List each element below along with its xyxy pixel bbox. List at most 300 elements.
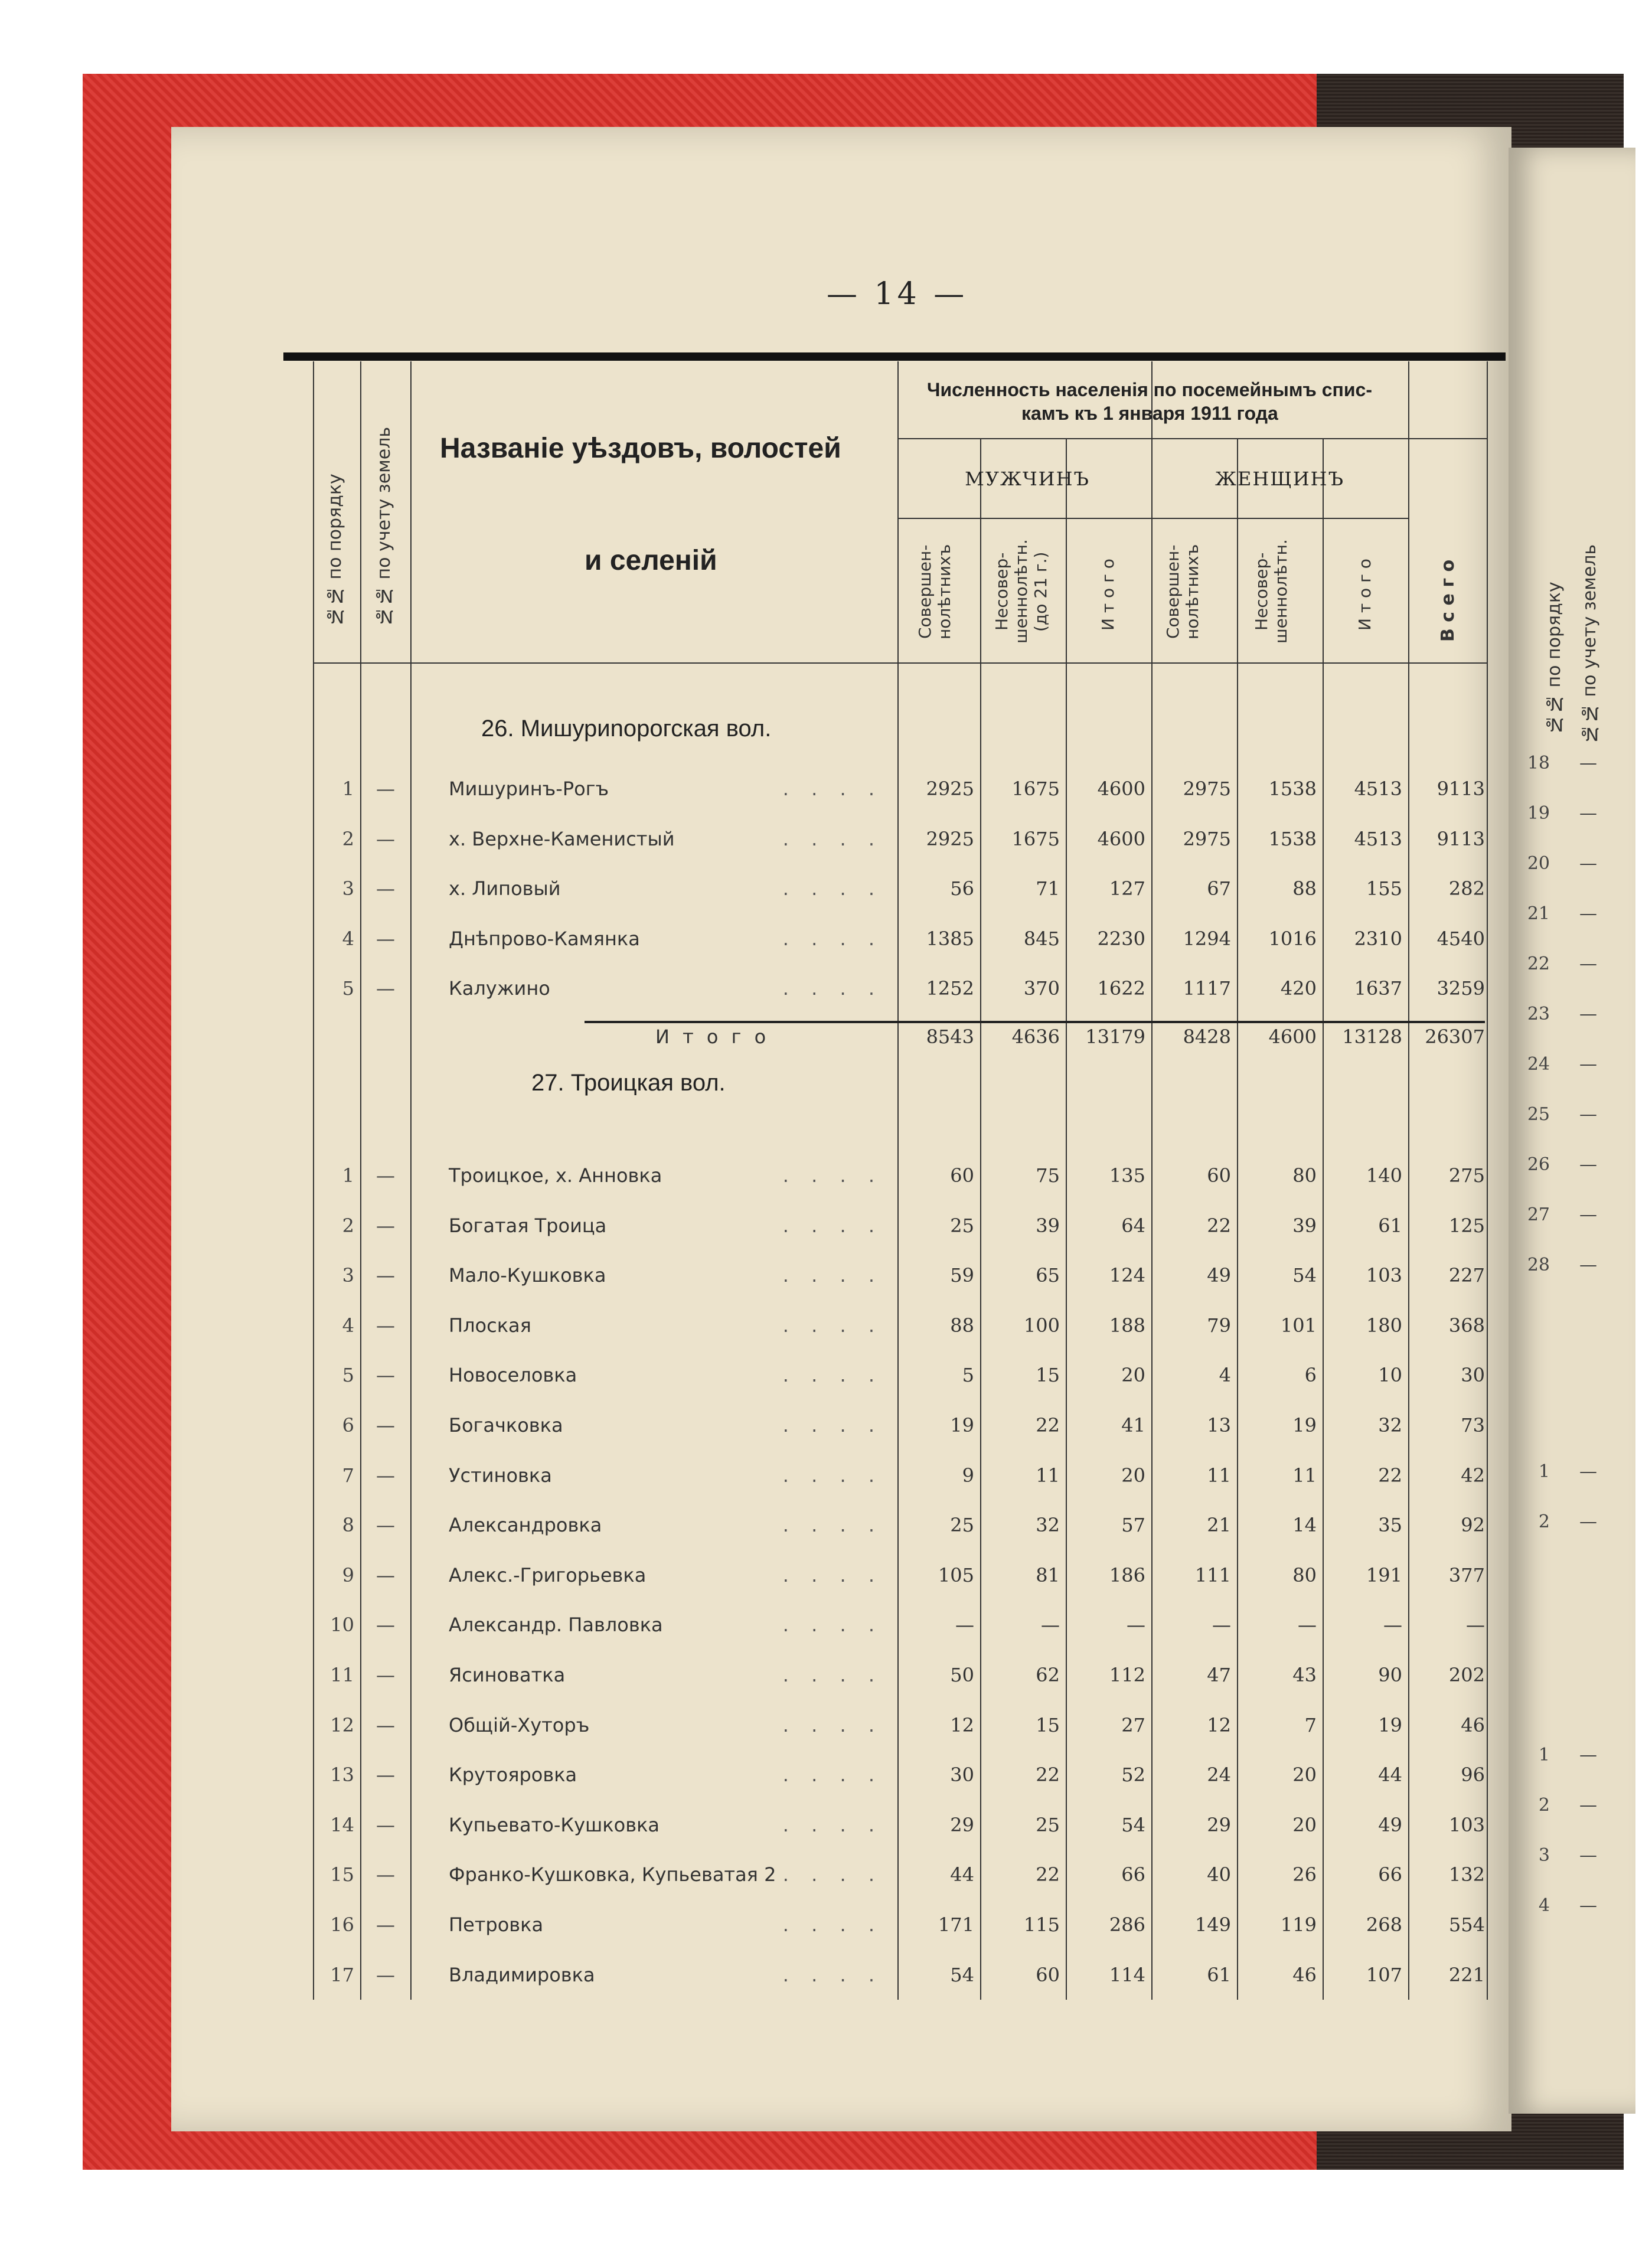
cell-m-minor: 15 bbox=[1036, 1714, 1060, 1736]
settlement-name: х. Верхне-Каменистый bbox=[449, 828, 675, 850]
population-title-2: камъ къ 1 января 1911 года bbox=[1021, 403, 1278, 424]
cell-m-adult: 59 bbox=[950, 1264, 974, 1287]
cell-m-adult: 44 bbox=[950, 1863, 974, 1886]
cell-m-adult: 29 bbox=[950, 1814, 974, 1836]
cell-all: 227 bbox=[1448, 1264, 1485, 1287]
settlement-name: Владимировка bbox=[449, 1964, 595, 1986]
cell-m-minor: 22 bbox=[1036, 1414, 1060, 1436]
row-number: 4 bbox=[342, 1314, 354, 1337]
next-page-row-number: 2 bbox=[1538, 1795, 1550, 1816]
grid-line bbox=[1066, 438, 1067, 2000]
settlement-name: Александровка bbox=[449, 1514, 602, 1536]
row-number: 2 bbox=[342, 828, 354, 850]
row-number: 6 bbox=[342, 1414, 354, 1436]
cell-all: 368 bbox=[1448, 1314, 1485, 1337]
men-header: МУЖЧИНЪ bbox=[965, 468, 1090, 490]
total-label: И т о г о bbox=[655, 1026, 770, 1048]
cell-w-adult: 1117 bbox=[1183, 977, 1231, 1000]
men-total-header: И т о г о bbox=[1098, 559, 1118, 631]
women-header: ЖЕНЩИНЪ bbox=[1215, 468, 1344, 490]
land-number: — bbox=[376, 1214, 395, 1237]
cell-m-adult: 50 bbox=[950, 1664, 974, 1686]
row-number: 11 bbox=[330, 1664, 354, 1686]
row-number: 8 bbox=[342, 1514, 354, 1536]
cell-w-adult: 13 bbox=[1207, 1414, 1231, 1436]
cell-m-adult: 1252 bbox=[926, 977, 974, 1000]
cell-w-total: 1637 bbox=[1354, 977, 1402, 1000]
cell-w-adult: 24 bbox=[1207, 1764, 1231, 1786]
next-page-row-number: 22 bbox=[1527, 954, 1550, 974]
next-page-row-number: 2 bbox=[1538, 1511, 1550, 1532]
land-number: — bbox=[376, 1664, 395, 1686]
cell-w-minor: 1538 bbox=[1268, 828, 1317, 850]
next-page-dash: — bbox=[1579, 1845, 1597, 1866]
next-page-dash: — bbox=[1579, 1255, 1597, 1275]
cell-m-minor: 1675 bbox=[1011, 778, 1060, 800]
cell-m-minor: — bbox=[1041, 1614, 1060, 1636]
grid-line bbox=[980, 438, 981, 2000]
cell-m-minor: 39 bbox=[1036, 1214, 1060, 1237]
cell-all: 46 bbox=[1461, 1714, 1485, 1736]
settlement-name: Общій-Хуторъ bbox=[449, 1714, 590, 1736]
cell-m-adult: 30 bbox=[950, 1764, 974, 1786]
cell-all: 73 bbox=[1461, 1414, 1485, 1436]
grand-total-header: В с е г о bbox=[1438, 559, 1458, 642]
cell-w-minor: 54 bbox=[1292, 1264, 1317, 1287]
leader-dots: . . . . bbox=[782, 1314, 883, 1337]
row-number: 9 bbox=[342, 1564, 354, 1586]
total-w-total: 13128 bbox=[1342, 1026, 1402, 1048]
cell-m-adult: 5 bbox=[962, 1364, 974, 1386]
row-number: 1 bbox=[342, 778, 354, 800]
cell-w-total: 180 bbox=[1366, 1314, 1402, 1337]
cell-w-minor: 43 bbox=[1292, 1664, 1317, 1686]
cell-w-adult: 79 bbox=[1207, 1314, 1231, 1337]
cell-w-total: 61 bbox=[1378, 1214, 1402, 1237]
settlement-name: Днѣпрово-Камянка bbox=[449, 928, 640, 950]
women-minor-header: Несовер-шеннолѣтн. bbox=[1252, 539, 1291, 644]
cell-w-minor: 11 bbox=[1292, 1464, 1317, 1487]
leader-dots: . . . . bbox=[782, 977, 883, 1000]
men-minor-header: Несовер-шеннолѣтн. (до 21 г.) bbox=[992, 539, 1050, 644]
cell-m-minor: 15 bbox=[1036, 1364, 1060, 1386]
cell-m-adult: 2925 bbox=[926, 828, 974, 850]
land-number: — bbox=[376, 1564, 395, 1586]
land-number: — bbox=[376, 977, 395, 1000]
leader-dots: . . . . bbox=[782, 928, 883, 950]
name-header-line1: Названіе уѣздовъ, волостей bbox=[440, 433, 841, 464]
next-page-dash: — bbox=[1579, 1745, 1597, 1765]
leader-dots: . . . . bbox=[782, 1564, 883, 1586]
row-number: 3 bbox=[342, 877, 354, 900]
cell-m-minor: 1675 bbox=[1011, 828, 1060, 850]
cell-w-total: 103 bbox=[1366, 1264, 1402, 1287]
land-number: — bbox=[376, 1464, 395, 1487]
land-number: — bbox=[376, 1814, 395, 1836]
row-number: 12 bbox=[330, 1714, 354, 1736]
cell-w-minor: 20 bbox=[1292, 1814, 1317, 1836]
leader-dots: . . . . bbox=[782, 828, 883, 850]
settlement-name: х. Липовый bbox=[449, 877, 561, 900]
cell-w-adult: 12 bbox=[1207, 1714, 1231, 1736]
leader-dots: . . . . bbox=[782, 1863, 883, 1886]
population-table bbox=[313, 361, 1488, 2000]
cell-m-adult: 54 bbox=[950, 1964, 974, 1986]
cell-w-total: 19 bbox=[1378, 1714, 1402, 1736]
cell-all: 221 bbox=[1448, 1964, 1485, 1986]
cell-all: — bbox=[1466, 1614, 1485, 1636]
cell-w-minor: 26 bbox=[1292, 1863, 1317, 1886]
cell-m-minor: 845 bbox=[1023, 928, 1060, 950]
cell-all: 282 bbox=[1448, 877, 1485, 900]
row-number: 14 bbox=[330, 1814, 354, 1836]
row-number: 10 bbox=[330, 1614, 354, 1636]
settlement-name: Александр. Павловка bbox=[449, 1614, 663, 1636]
cell-all: 202 bbox=[1448, 1664, 1485, 1686]
cell-m-total: 124 bbox=[1109, 1264, 1145, 1287]
cell-w-adult: 2975 bbox=[1183, 828, 1231, 850]
cell-m-adult: 25 bbox=[950, 1514, 974, 1536]
cell-m-adult: 56 bbox=[950, 877, 974, 900]
cell-all: 4540 bbox=[1436, 928, 1485, 950]
cell-m-adult: — bbox=[955, 1614, 974, 1636]
cell-m-total: 54 bbox=[1121, 1814, 1145, 1836]
settlement-name: Устиновка bbox=[449, 1464, 552, 1487]
cell-m-minor: 71 bbox=[1036, 877, 1060, 900]
cell-w-adult: 22 bbox=[1207, 1214, 1231, 1237]
cell-w-minor: 14 bbox=[1292, 1514, 1317, 1536]
cell-m-adult: 171 bbox=[938, 1914, 974, 1936]
women-adult-header: Совершен-нолѣтнихъ bbox=[1163, 544, 1202, 639]
cell-m-total: 64 bbox=[1121, 1214, 1145, 1237]
cell-m-total: 135 bbox=[1109, 1164, 1145, 1187]
leader-dots: . . . . bbox=[782, 1814, 883, 1836]
cell-w-total: 140 bbox=[1366, 1164, 1402, 1187]
leader-dots: . . . . bbox=[782, 1214, 883, 1237]
cell-w-minor: 420 bbox=[1280, 977, 1317, 1000]
settlement-name: Богачковка bbox=[449, 1414, 563, 1436]
cell-w-adult: 29 bbox=[1207, 1814, 1231, 1836]
cell-all: 9113 bbox=[1436, 828, 1485, 850]
cell-w-minor: — bbox=[1298, 1614, 1317, 1636]
next-page-dash: — bbox=[1579, 954, 1597, 974]
cell-w-minor: 101 bbox=[1280, 1314, 1317, 1337]
cell-w-total: 107 bbox=[1366, 1964, 1402, 1986]
land-number: — bbox=[376, 778, 395, 800]
land-number: — bbox=[376, 1264, 395, 1287]
cell-w-total: 32 bbox=[1378, 1414, 1402, 1436]
cell-m-minor: 62 bbox=[1036, 1664, 1060, 1686]
cell-m-minor: 22 bbox=[1036, 1863, 1060, 1886]
cell-w-adult: 2975 bbox=[1183, 778, 1231, 800]
cell-w-minor: 39 bbox=[1292, 1214, 1317, 1237]
grid-line bbox=[1323, 438, 1324, 2000]
cell-all: 30 bbox=[1461, 1364, 1485, 1386]
men-adult-header: Совершен-нолѣтнихъ bbox=[915, 544, 954, 639]
cell-m-total: 2230 bbox=[1097, 928, 1145, 950]
next-page-col-order: №№ по порядку bbox=[1544, 582, 1565, 735]
leader-dots: . . . . bbox=[782, 1964, 883, 1986]
cell-m-total: 127 bbox=[1109, 877, 1145, 900]
grid-line bbox=[897, 518, 1408, 519]
row-number: 4 bbox=[342, 928, 354, 950]
cell-m-minor: 370 bbox=[1023, 977, 1060, 1000]
cell-m-adult: 1385 bbox=[926, 928, 974, 950]
cell-w-total: 49 bbox=[1378, 1814, 1402, 1836]
grid-line bbox=[897, 361, 899, 2000]
total-m-adult: 8543 bbox=[926, 1026, 974, 1048]
next-page-row-number: 21 bbox=[1527, 903, 1550, 924]
next-page-dash: — bbox=[1579, 1461, 1597, 1482]
cell-w-total: 268 bbox=[1366, 1914, 1402, 1936]
cell-m-minor: 115 bbox=[1023, 1914, 1060, 1936]
leader-dots: . . . . bbox=[782, 1464, 883, 1487]
next-page-row-number: 25 bbox=[1527, 1104, 1550, 1125]
land-number: — bbox=[376, 1914, 395, 1936]
land-number: — bbox=[376, 1863, 395, 1886]
row-number: 15 bbox=[330, 1863, 354, 1886]
next-page-dash: — bbox=[1579, 1895, 1597, 1916]
cell-m-total: 20 bbox=[1121, 1364, 1145, 1386]
cell-m-total: — bbox=[1127, 1614, 1145, 1636]
settlement-name: Петровка bbox=[449, 1914, 544, 1936]
cell-m-total: 4600 bbox=[1097, 828, 1145, 850]
cell-m-minor: 32 bbox=[1036, 1514, 1060, 1536]
total-w-adult: 8428 bbox=[1183, 1026, 1231, 1048]
leader-dots: . . . . bbox=[782, 1264, 883, 1287]
cell-all: 554 bbox=[1448, 1914, 1485, 1936]
cell-all: 275 bbox=[1448, 1164, 1485, 1187]
cell-w-total: 155 bbox=[1366, 877, 1402, 900]
cell-w-minor: 1538 bbox=[1268, 778, 1317, 800]
cell-w-total: 35 bbox=[1378, 1514, 1402, 1536]
cell-w-minor: 20 bbox=[1292, 1764, 1317, 1786]
next-page-row-number: 4 bbox=[1538, 1895, 1550, 1916]
next-page-dash: — bbox=[1579, 853, 1597, 874]
cell-m-total: 27 bbox=[1121, 1714, 1145, 1736]
row-number: 17 bbox=[330, 1964, 354, 1986]
page-number: — 14 — bbox=[827, 276, 968, 312]
next-page-row-number: 26 bbox=[1527, 1154, 1550, 1175]
cell-w-minor: 80 bbox=[1292, 1164, 1317, 1187]
cell-w-adult: 61 bbox=[1207, 1964, 1231, 1986]
cell-all: 132 bbox=[1448, 1863, 1485, 1886]
land-number: — bbox=[376, 1414, 395, 1436]
settlement-name: Купьевато-Кушковка bbox=[449, 1814, 660, 1836]
land-number: — bbox=[376, 928, 395, 950]
cell-w-adult: 67 bbox=[1207, 877, 1231, 900]
next-page-edge bbox=[1509, 148, 1635, 2114]
cell-m-total: 188 bbox=[1109, 1314, 1145, 1337]
grid-line bbox=[897, 438, 1488, 439]
land-number: — bbox=[376, 1714, 395, 1736]
cell-m-minor: 60 bbox=[1036, 1964, 1060, 1986]
settlement-name: Франко-Кушковка, Купьеватая 2 bbox=[449, 1863, 776, 1886]
cell-w-total: 90 bbox=[1378, 1664, 1402, 1686]
cell-all: 103 bbox=[1448, 1814, 1485, 1836]
col-land-header: №№ по учету земель bbox=[374, 426, 394, 627]
total-m-minor: 4636 bbox=[1011, 1026, 1060, 1048]
cell-all: 125 bbox=[1448, 1214, 1485, 1237]
cell-w-adult: — bbox=[1212, 1614, 1231, 1636]
land-number: — bbox=[376, 877, 395, 900]
leader-dots: . . . . bbox=[782, 877, 883, 900]
cell-m-adult: 60 bbox=[950, 1164, 974, 1187]
cell-m-total: 57 bbox=[1121, 1514, 1145, 1536]
cell-w-total: 44 bbox=[1378, 1764, 1402, 1786]
row-number: 3 bbox=[342, 1264, 354, 1287]
cell-w-adult: 4 bbox=[1219, 1364, 1231, 1386]
cell-w-total: 2310 bbox=[1354, 928, 1402, 950]
name-header-line2: и селеній bbox=[585, 545, 717, 576]
settlement-name: Плоская bbox=[449, 1314, 531, 1337]
row-number: 1 bbox=[342, 1164, 354, 1187]
next-page-dash: — bbox=[1579, 1795, 1597, 1816]
next-page-dash: — bbox=[1579, 903, 1597, 924]
settlement-name: Алекс.-Григорьевка bbox=[449, 1564, 647, 1586]
cell-m-adult: 88 bbox=[950, 1314, 974, 1337]
cell-m-adult: 9 bbox=[962, 1464, 974, 1487]
cell-w-adult: 111 bbox=[1194, 1564, 1231, 1586]
settlement-name: Ясиноватка bbox=[449, 1664, 566, 1686]
cell-all: 3259 bbox=[1436, 977, 1485, 1000]
grid-line bbox=[1151, 361, 1153, 2000]
cell-m-adult: 105 bbox=[938, 1564, 974, 1586]
leader-dots: . . . . bbox=[782, 1364, 883, 1386]
cell-w-total: 10 bbox=[1378, 1364, 1402, 1386]
cell-m-total: 66 bbox=[1121, 1863, 1145, 1886]
cell-all: 377 bbox=[1448, 1564, 1485, 1586]
leader-dots: . . . . bbox=[782, 1514, 883, 1536]
settlement-name: Калужино bbox=[449, 977, 550, 1000]
land-number: — bbox=[376, 1764, 395, 1786]
land-number: — bbox=[376, 828, 395, 850]
cell-w-minor: 6 bbox=[1304, 1364, 1317, 1386]
row-number: 13 bbox=[330, 1764, 354, 1786]
next-page-dash: — bbox=[1579, 1154, 1597, 1175]
settlement-name: Новоселовка bbox=[449, 1364, 577, 1386]
cell-w-minor: 19 bbox=[1292, 1414, 1317, 1436]
cell-m-total: 20 bbox=[1121, 1464, 1145, 1487]
row-number: 5 bbox=[342, 1364, 354, 1386]
row-number: 5 bbox=[342, 977, 354, 1000]
leader-dots: . . . . bbox=[782, 1664, 883, 1686]
next-page-dash: — bbox=[1579, 1204, 1597, 1225]
cell-w-minor: 46 bbox=[1292, 1964, 1317, 1986]
col-order-header: №№ по порядку bbox=[325, 474, 345, 627]
leader-dots: . . . . bbox=[782, 1914, 883, 1936]
grid-line bbox=[1237, 438, 1238, 2000]
cell-w-total: 4513 bbox=[1354, 778, 1402, 800]
cell-w-minor: 119 bbox=[1280, 1914, 1317, 1936]
land-number: — bbox=[376, 1514, 395, 1536]
next-page-dash: — bbox=[1579, 1054, 1597, 1075]
cell-m-adult: 12 bbox=[950, 1714, 974, 1736]
section-title: 27. Троицкая вол. bbox=[531, 1070, 726, 1096]
cell-all: 96 bbox=[1461, 1764, 1485, 1786]
grid-line bbox=[1408, 361, 1409, 2000]
total-w-minor: 4600 bbox=[1268, 1026, 1317, 1048]
cell-m-total: 1622 bbox=[1097, 977, 1145, 1000]
next-page-dash: — bbox=[1579, 1104, 1597, 1125]
cell-m-total: 186 bbox=[1109, 1564, 1145, 1586]
row-number: 2 bbox=[342, 1214, 354, 1237]
next-page-row-number: 20 bbox=[1527, 853, 1550, 874]
settlement-name: Крутояровка bbox=[449, 1764, 577, 1786]
cell-m-minor: 11 bbox=[1036, 1464, 1060, 1487]
row-number: 7 bbox=[342, 1464, 354, 1487]
next-page-dash: — bbox=[1579, 1511, 1597, 1532]
cell-m-total: 52 bbox=[1121, 1764, 1145, 1786]
leader-dots: . . . . bbox=[782, 1614, 883, 1636]
cell-w-adult: 149 bbox=[1194, 1914, 1231, 1936]
leader-dots: . . . . bbox=[782, 1164, 883, 1187]
table-top-rule bbox=[283, 352, 1506, 361]
land-number: — bbox=[376, 1364, 395, 1386]
next-page-dash: — bbox=[1579, 803, 1597, 824]
cell-w-minor: 7 bbox=[1304, 1714, 1317, 1736]
cell-m-total: 286 bbox=[1109, 1914, 1145, 1936]
next-page-row-number: 24 bbox=[1527, 1054, 1550, 1075]
cell-m-minor: 25 bbox=[1036, 1814, 1060, 1836]
land-number: — bbox=[376, 1964, 395, 1986]
cell-w-minor: 88 bbox=[1292, 877, 1317, 900]
next-page-row-number: 18 bbox=[1527, 753, 1550, 773]
next-page-dash: — bbox=[1579, 1004, 1597, 1024]
cell-w-total: 191 bbox=[1366, 1564, 1402, 1586]
next-page-dash: — bbox=[1579, 753, 1597, 773]
settlement-name: Богатая Троица bbox=[449, 1214, 607, 1237]
cell-m-total: 4600 bbox=[1097, 778, 1145, 800]
cell-m-total: 41 bbox=[1121, 1414, 1145, 1436]
cell-w-total: 66 bbox=[1378, 1863, 1402, 1886]
total-all: 26307 bbox=[1425, 1026, 1485, 1048]
cell-w-adult: 11 bbox=[1207, 1464, 1231, 1487]
next-page-row-number: 1 bbox=[1538, 1461, 1550, 1482]
next-page-col-land: №№ по учету земель bbox=[1579, 544, 1600, 744]
settlement-name: Мишуринъ-Рогъ bbox=[449, 778, 609, 800]
cell-m-adult: 25 bbox=[950, 1214, 974, 1237]
next-page-row-number: 3 bbox=[1538, 1845, 1550, 1866]
cell-all: 9113 bbox=[1436, 778, 1485, 800]
cell-w-adult: 47 bbox=[1207, 1664, 1231, 1686]
cell-all: 42 bbox=[1461, 1464, 1485, 1487]
cell-m-minor: 75 bbox=[1036, 1164, 1060, 1187]
cell-w-adult: 40 bbox=[1207, 1863, 1231, 1886]
population-title-1: Численность населенія по посемейнымъ спис- bbox=[927, 379, 1372, 400]
cell-m-minor: 22 bbox=[1036, 1764, 1060, 1786]
section-title: 26. Мишуриnорогская вол. bbox=[481, 716, 772, 742]
land-number: — bbox=[376, 1314, 395, 1337]
cell-w-adult: 21 bbox=[1207, 1514, 1231, 1536]
cell-w-total: 22 bbox=[1378, 1464, 1402, 1487]
leader-dots: . . . . bbox=[782, 1714, 883, 1736]
cell-w-total: 4513 bbox=[1354, 828, 1402, 850]
cell-m-adult: 19 bbox=[950, 1414, 974, 1436]
cell-m-minor: 65 bbox=[1036, 1264, 1060, 1287]
cell-w-adult: 1294 bbox=[1183, 928, 1231, 950]
cell-w-minor: 1016 bbox=[1268, 928, 1317, 950]
cell-w-adult: 60 bbox=[1207, 1164, 1231, 1187]
cell-m-adult: 2925 bbox=[926, 778, 974, 800]
women-total-header: И т о г о bbox=[1355, 559, 1375, 631]
next-page-row-number: 1 bbox=[1538, 1745, 1550, 1765]
cell-m-minor: 100 bbox=[1023, 1314, 1060, 1337]
total-m-total: 13179 bbox=[1085, 1026, 1145, 1048]
cell-m-total: 114 bbox=[1109, 1964, 1145, 1986]
grid-line bbox=[1487, 361, 1488, 2000]
leader-dots: . . . . bbox=[782, 1414, 883, 1436]
